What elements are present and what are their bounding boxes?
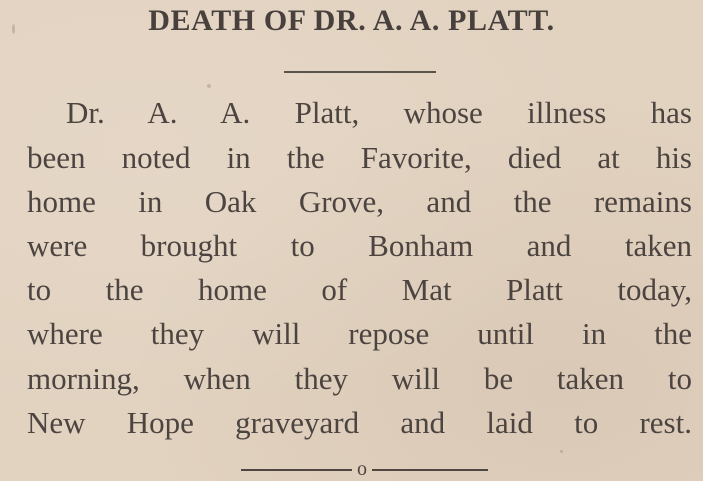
paper-speck	[560, 450, 563, 453]
article-line-5: to the home of Mat Platt today,	[27, 272, 692, 307]
article-line-1: Dr. A. A. Platt, whose illness has	[66, 95, 692, 130]
article-line-4: were brought to Bonham and taken	[27, 228, 692, 263]
article-line-7: morning, when they will be taken to	[27, 361, 692, 396]
end-mark: o	[357, 458, 367, 480]
paper-speck	[12, 24, 15, 34]
article-line-6: where they will repose until in the	[27, 316, 692, 351]
headline-rule	[284, 71, 436, 73]
article-line-2: been noted in the Favorite, died at his	[27, 140, 692, 175]
end-rule-right	[372, 469, 488, 471]
article-line-8: New Hope graveyard and laid to rest.	[27, 405, 692, 440]
article-line-3: home in Oak Grove, and the remains	[27, 184, 692, 219]
end-rule-left	[241, 469, 352, 471]
paper-speck	[207, 84, 211, 88]
headline: DEATH OF DR. A. A. PLATT.	[148, 4, 555, 37]
